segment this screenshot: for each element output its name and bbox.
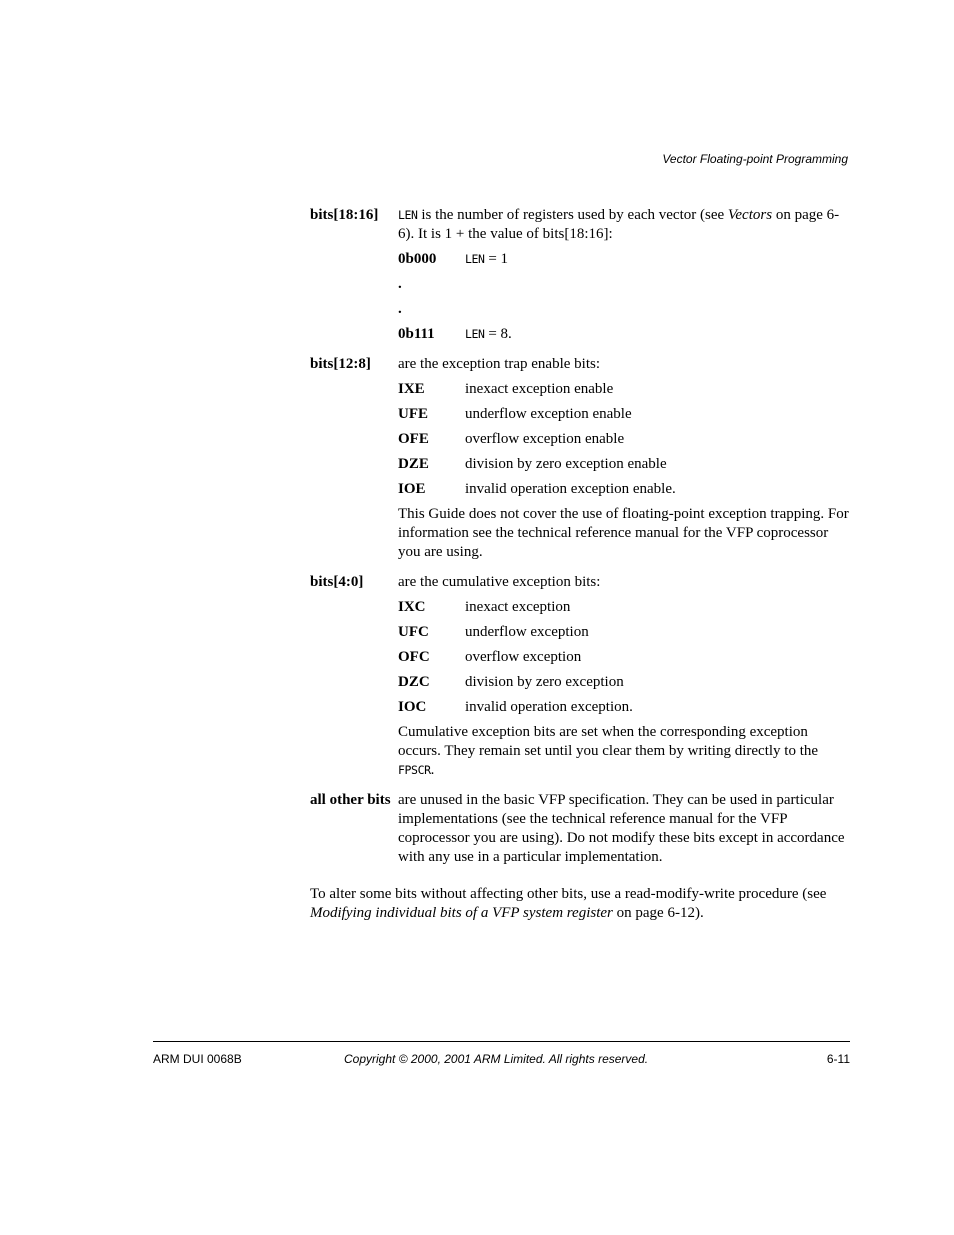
value-code: UFE bbox=[398, 406, 428, 422]
field-bits-12-8 bbox=[310, 355, 850, 562]
ellipsis-dot: . bbox=[398, 276, 402, 292]
value-code: 0b111 bbox=[398, 326, 435, 342]
value-row bbox=[398, 405, 850, 424]
value-row bbox=[398, 455, 850, 474]
vectors-link[interactable]: Vectors bbox=[727, 207, 773, 223]
field-note: This Guide does not cover the use of floating-point exception trapping. For information see the technical reference manual for the VFP coprocessor you are using. bbox=[398, 506, 849, 560]
value-table bbox=[398, 598, 850, 717]
ellipsis-dot: . bbox=[398, 301, 402, 317]
value-mono: LEN bbox=[465, 327, 485, 341]
field-bits-4-0 bbox=[310, 573, 850, 780]
value-row bbox=[398, 673, 850, 692]
value-row bbox=[398, 623, 850, 642]
len-keyword: LEN bbox=[398, 208, 418, 222]
value-text: underflow exception enable bbox=[465, 406, 632, 422]
value-text: invalid operation exception. bbox=[465, 699, 633, 715]
main-content bbox=[310, 206, 850, 923]
value-code: UFC bbox=[398, 624, 429, 640]
value-text: inexact exception bbox=[465, 599, 571, 615]
value-row bbox=[398, 325, 850, 344]
value-text: invalid operation exception enable. bbox=[465, 481, 676, 497]
fpscr-keyword: FPSCR bbox=[398, 763, 431, 777]
field-term: bits[18:16] bbox=[310, 207, 379, 223]
value-text: underflow exception bbox=[465, 624, 589, 640]
value-row bbox=[398, 648, 850, 667]
value-row bbox=[398, 380, 850, 399]
value-code: IXE bbox=[398, 381, 425, 397]
value-code: IXC bbox=[398, 599, 426, 615]
footer-copyright: Copyright © 2000, 2001 ARM Limited. All rights reserved. bbox=[344, 1052, 649, 1066]
value-text: overflow exception bbox=[465, 649, 582, 665]
value-code: OFC bbox=[398, 649, 430, 665]
value-row bbox=[398, 698, 850, 717]
closing-paragraph: To alter some bits without affecting other bits, use a read-modify-write procedure (see Modifying individual bits of a VFP system register on page 6-12). bbox=[310, 886, 827, 921]
value-row bbox=[398, 480, 850, 499]
value-code: IOC bbox=[398, 699, 427, 715]
footer-divider bbox=[153, 1041, 850, 1042]
value-code: DZE bbox=[398, 456, 429, 472]
value-code: IOE bbox=[398, 481, 426, 497]
footer-doc-id: ARM DUI 0068B bbox=[153, 1052, 242, 1066]
value-text: overflow exception enable bbox=[465, 431, 625, 447]
value-text: inexact exception enable bbox=[465, 381, 614, 397]
value-code: DZC bbox=[398, 674, 430, 690]
field-description: are the cumulative exception bits: bbox=[398, 574, 601, 590]
value-code: OFE bbox=[398, 431, 429, 447]
field-term: all other bits bbox=[310, 792, 391, 808]
value-text: = 1 bbox=[484, 251, 509, 267]
field-bits-18-16 bbox=[310, 206, 850, 344]
value-row bbox=[398, 430, 850, 449]
value-row bbox=[398, 250, 850, 269]
value-row bbox=[398, 598, 850, 617]
value-text: division by zero exception bbox=[465, 674, 624, 690]
modifying-bits-link[interactable]: Modifying individual bits of a VFP system register bbox=[310, 905, 613, 921]
value-text: division by zero exception enable bbox=[465, 456, 667, 472]
value-table bbox=[398, 380, 850, 499]
footer-page-number: 6-11 bbox=[826, 1052, 850, 1066]
field-description: are the exception trap enable bits: bbox=[398, 356, 600, 372]
field-all-other-bits bbox=[310, 791, 850, 867]
field-term: bits[12:8] bbox=[310, 356, 371, 372]
value-text: = 8. bbox=[484, 326, 512, 342]
value-table bbox=[398, 250, 850, 344]
field-description: LEN is the number of registers used by each vector (see Vectors on page 6-6). It is 1 + the value of bits[18:16]: bbox=[398, 207, 840, 242]
value-mono: LEN bbox=[465, 252, 485, 266]
field-description: are unused in the basic VFP specification. They can be used in particular implementations (see the technical reference manual for the VFP coprocessor you are using). Do not modify these bits except in accordance with any use in a particular implementation. bbox=[398, 792, 845, 865]
running-header-title: Vector Floating-point Programming bbox=[662, 152, 848, 166]
field-term: bits[4:0] bbox=[310, 574, 364, 590]
field-note: Cumulative exception bits are set when the corresponding exception occurs. They remain set until you clear them by writing directly to the FPSCR. bbox=[398, 724, 819, 778]
value-code: 0b000 bbox=[398, 251, 437, 267]
